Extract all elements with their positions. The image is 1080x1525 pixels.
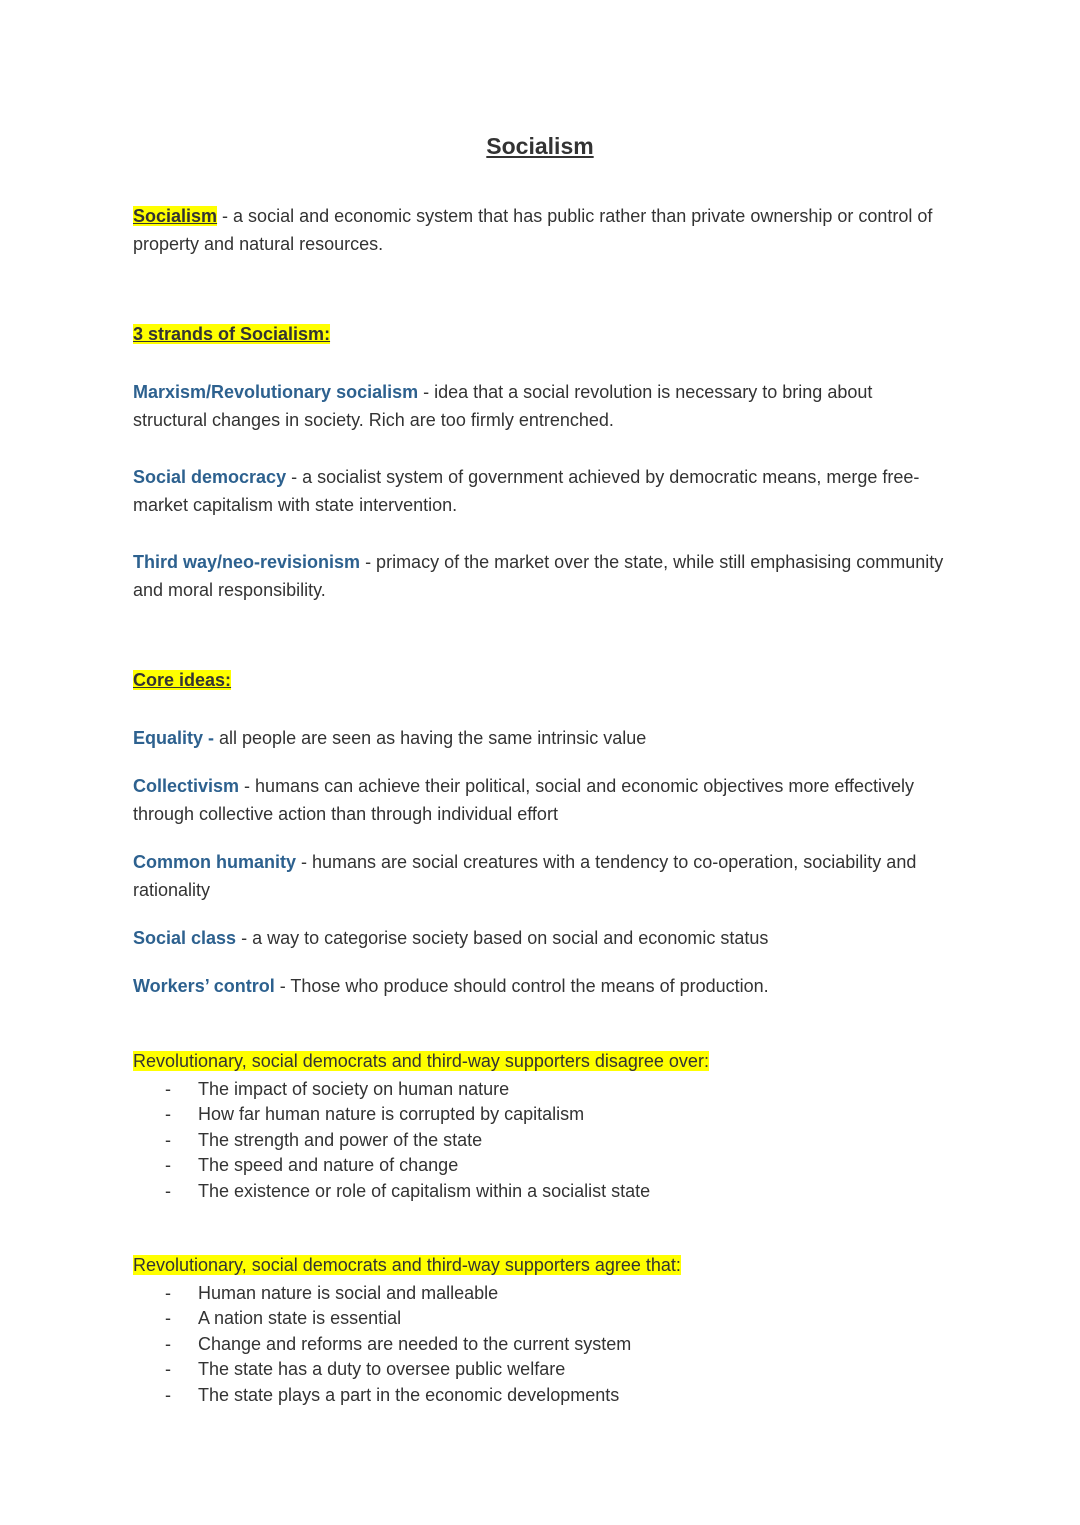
core-ideas-heading bbox=[133, 666, 947, 694]
list-item bbox=[165, 1332, 947, 1357]
strand-term: Social democracy bbox=[133, 467, 287, 487]
idea-term: Equality - bbox=[133, 728, 215, 748]
strand-paragraph-marxism bbox=[133, 378, 947, 434]
idea-text: - humans are social creatures with a tendency to co-operation, sociability and rationality bbox=[133, 852, 917, 900]
strands-heading bbox=[133, 320, 947, 348]
disagree-list bbox=[133, 1077, 947, 1204]
strands-heading-text: 3 strands of Socialism: bbox=[133, 324, 331, 344]
dash-bullet: - bbox=[165, 1384, 171, 1405]
idea-term: Collectivism bbox=[133, 776, 240, 796]
list-item bbox=[165, 1077, 947, 1102]
dash-bullet: - bbox=[165, 1333, 171, 1354]
strand-term: Marxism/Revolutionary socialism bbox=[133, 382, 419, 402]
strand-term: Third way/neo-revisionism bbox=[133, 552, 361, 572]
list-item bbox=[165, 1128, 947, 1153]
core-idea-equality bbox=[133, 724, 947, 752]
idea-term: Common humanity bbox=[133, 852, 297, 872]
agree-list bbox=[133, 1281, 947, 1408]
strand-text: - a socialist system of government achieved by democratic means, merge free-market capitalism with state intervention. bbox=[133, 467, 920, 515]
dash-bullet: - bbox=[165, 1155, 171, 1176]
core-idea-workers-control bbox=[133, 972, 947, 1000]
list-item-text: How far human nature is corrupted by capitalism bbox=[198, 1104, 585, 1125]
core-ideas-heading-text: Core ideas: bbox=[133, 670, 232, 690]
definition-term: Socialism bbox=[133, 206, 218, 226]
core-idea-collectivism bbox=[133, 772, 947, 828]
idea-text: - Those who produce should control the means of production. bbox=[274, 976, 769, 996]
strand-paragraph-social-democracy bbox=[133, 463, 947, 519]
idea-term: Workers’ control bbox=[133, 976, 275, 996]
list-item-text: The state plays a part in the economic developments bbox=[198, 1384, 620, 1405]
list-item-text: The impact of society on human nature bbox=[198, 1079, 510, 1099]
list-item bbox=[165, 1153, 947, 1178]
strand-text: - idea that a social revolution is necessary to bring about structural changes in society. Rich are too firmly entrenched. bbox=[133, 382, 873, 430]
list-item-text: Change and reforms are needed to the current system bbox=[198, 1333, 632, 1354]
idea-text: - a way to categorise society based on social and economic status bbox=[236, 928, 769, 948]
list-item bbox=[165, 1281, 947, 1306]
strand-text: - primacy of the market over the state, while still emphasising community and moral responsibility. bbox=[133, 552, 944, 600]
idea-term: Social class bbox=[133, 928, 237, 948]
list-item-text: The existence or role of capitalism within a socialist state bbox=[198, 1180, 651, 1201]
idea-text: all people are seen as having the same intrinsic value bbox=[214, 728, 647, 748]
dash-bullet: - bbox=[165, 1104, 171, 1125]
dash-bullet: - bbox=[165, 1129, 171, 1150]
disagree-heading bbox=[133, 1048, 947, 1075]
idea-text: - humans can achieve their political, social and economic objectives more effectively through collective action than through individual effort bbox=[133, 776, 915, 824]
definition-paragraph bbox=[133, 202, 947, 258]
dash-bullet: - bbox=[165, 1359, 171, 1380]
list-item-text: Human nature is social and malleable bbox=[198, 1283, 499, 1304]
core-idea-social-class bbox=[133, 924, 947, 952]
strand-paragraph-third-way bbox=[133, 548, 947, 604]
list-item bbox=[165, 1306, 947, 1331]
list-item-text: The strength and power of the state bbox=[198, 1129, 483, 1150]
list-item-text: A nation state is essential bbox=[198, 1308, 402, 1329]
agree-heading bbox=[133, 1252, 947, 1279]
dash-bullet: - bbox=[165, 1079, 171, 1099]
core-idea-common-humanity bbox=[133, 848, 947, 904]
agree-heading-text: Revolutionary, social democrats and third-way supporters agree that: bbox=[133, 1255, 681, 1276]
document-title bbox=[133, 133, 947, 160]
dash-bullet: - bbox=[165, 1180, 171, 1201]
dash-bullet: - bbox=[165, 1283, 171, 1304]
document-title-text: Socialism bbox=[486, 133, 594, 159]
list-item bbox=[165, 1179, 947, 1204]
list-item-text: The state has a duty to oversee public welfare bbox=[198, 1359, 566, 1380]
list-item bbox=[165, 1102, 947, 1127]
definition-text: - a social and economic system that has public rather than private ownership or control of property and natural resources. bbox=[133, 206, 933, 254]
disagree-heading-text: Revolutionary, social democrats and third-way supporters disagree over: bbox=[133, 1051, 709, 1071]
list-item bbox=[165, 1383, 947, 1408]
list-item bbox=[165, 1357, 947, 1382]
dash-bullet: - bbox=[165, 1308, 171, 1329]
list-item-text: The speed and nature of change bbox=[198, 1155, 459, 1176]
